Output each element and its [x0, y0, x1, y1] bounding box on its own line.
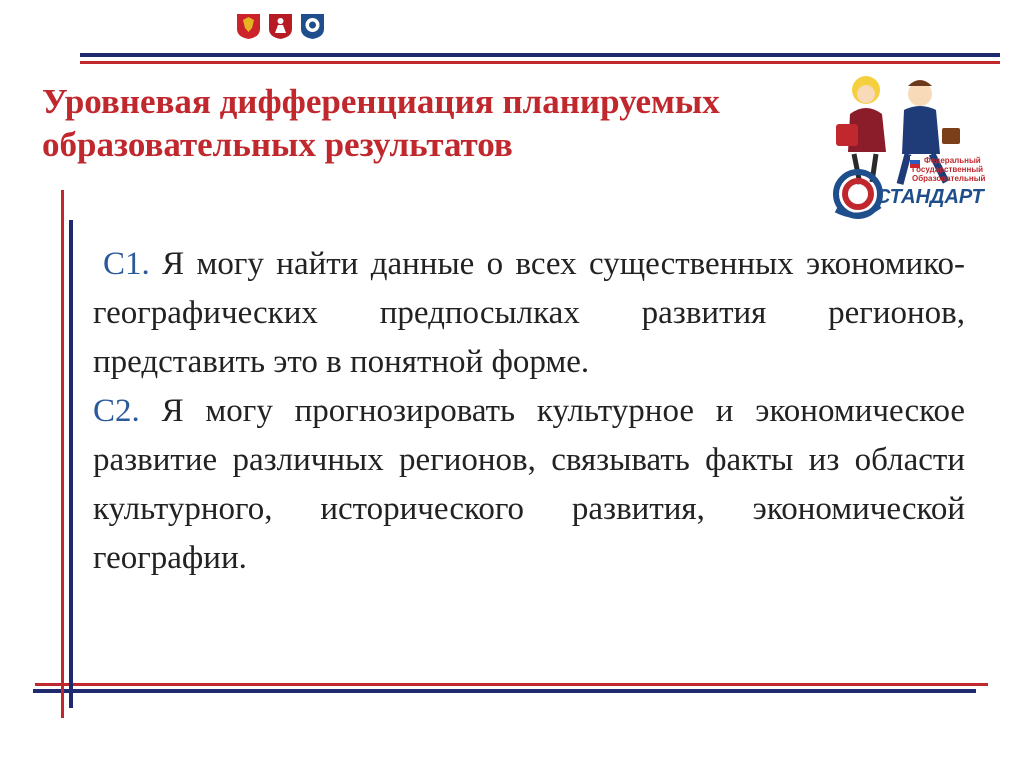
fgos-standard-logo: [828, 72, 998, 222]
bottom-navy-rule: [33, 689, 976, 693]
outcome-label: С2.: [93, 393, 140, 429]
logo-line-2: Государственный: [912, 165, 984, 174]
outcome-text: Я могу прогнозировать культурное и экономическое развитие различных регионов, связывать факты из области культурного, исторического развития, экономической географии.: [93, 393, 965, 576]
left-red-rule: [61, 190, 64, 718]
top-navy-rule: [80, 53, 1000, 57]
logo-line-1: Федеральный: [924, 156, 981, 165]
bottom-red-rule: [35, 683, 988, 686]
outcome-label: С1.: [103, 246, 150, 282]
russia-coat-of-arms-icon: [235, 12, 262, 40]
logo-swirl-mark: [836, 172, 880, 216]
top-red-rule: [80, 61, 1000, 64]
education-department-emblem-icon: [299, 12, 326, 40]
left-navy-rule: [69, 220, 73, 708]
outcome-item-c1: [93, 240, 965, 387]
header-emblems: [235, 12, 326, 40]
slide-body: [93, 240, 965, 583]
slide-title: Уровневая дифференциация планируемых образовательных результатов: [42, 82, 720, 164]
outcome-item-c2: [93, 387, 965, 583]
logo-line-3: Образовательный: [912, 174, 986, 183]
outcome-text: Я могу найти данные о всех существенных экономико-географических предпосылках развития регионов, представить это в понятной форме.: [93, 246, 965, 380]
moscow-coat-of-arms-icon: [267, 12, 294, 40]
logo-brand-text: СТАНДАРТ: [876, 186, 984, 208]
